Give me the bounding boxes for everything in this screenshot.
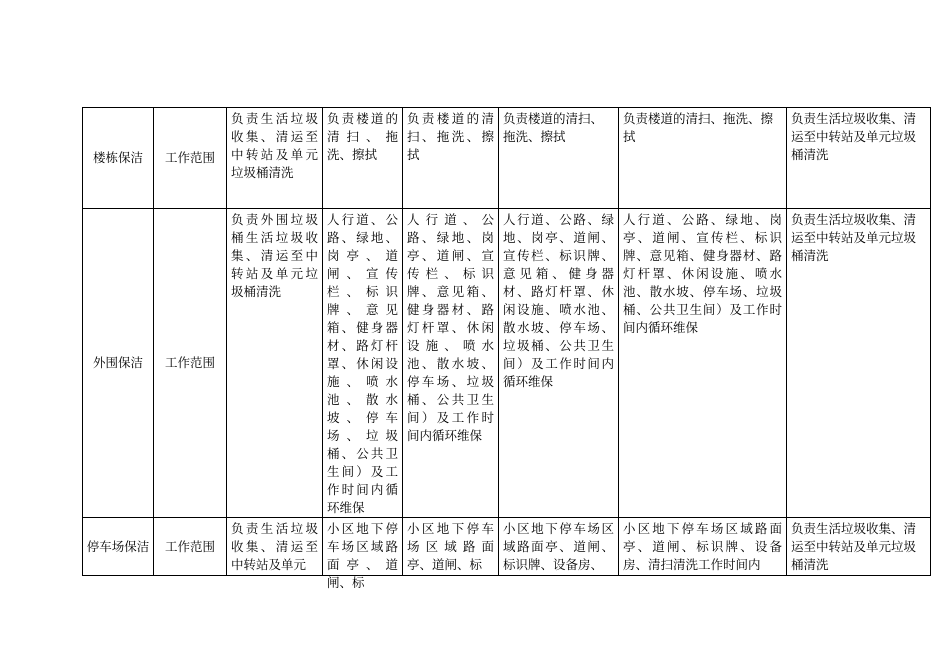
table-cell: 负责生活垃圾收集、清运至中转站及单元垃圾桶清洗 xyxy=(787,108,931,209)
table-cell xyxy=(323,518,403,590)
scope-label: 工作范围 xyxy=(154,108,227,209)
table-cell xyxy=(619,518,787,576)
table-cell: 负责外围垃圾桶生活垃圾收集、清运至中转站及单元垃圾桶清洗 xyxy=(227,209,323,518)
table-cell: 负责楼道的清扫、拖洗、擦拭 xyxy=(323,108,403,209)
table-cell: 人行道、公路、绿地、岗亭、道闸、宣传栏、标识牌、意见箱、健身器材、路灯杆罩、休闲设施、喷水池、散水坡、停车场、垃圾桶、公共卫生间）及工作时间内循环维保 xyxy=(619,209,787,518)
cell-text: 小区地下停车场区域路面亭、道闸、标识牌、设备房、 xyxy=(503,521,614,572)
table-cell: 负责楼道的清扫、拖洗、擦拭 xyxy=(619,108,787,209)
cell-text: 小区地下停车场区域路面亭、道闸、标 xyxy=(407,521,494,572)
table-cell: 人行道、公路、绿地、岗亭、道闸、宣传栏、标识牌、意见箱、健身器材、路灯杆罩、休闲设施、喷水池、散水坡、停车场、垃圾桶、公共卫生间）及工作时间内循环维保 xyxy=(499,209,619,518)
table-cell xyxy=(227,518,323,576)
cell-text: 负责生活垃圾收集、清运至中转站及单元 xyxy=(231,521,318,572)
row-label: 楼栋保洁 xyxy=(83,108,154,209)
table-cell xyxy=(787,518,931,576)
table-row xyxy=(83,209,931,518)
table-cell: 负责生活垃圾收集、清运至中转站及单元垃圾桶清洗 xyxy=(227,108,323,209)
row-label: 停车场保洁 xyxy=(83,518,154,576)
table-cell: 人行道、公路、绿地、岗亭、道闸、宣传栏、标识牌、意见箱、健身器材、路灯杆罩、休闲设施、喷水池、散水坡、停车场、垃圾桶、公共卫生间）及工作时间内循环维保 xyxy=(403,209,499,518)
table-row xyxy=(83,518,931,576)
scope-label: 工作范围 xyxy=(154,518,227,576)
table-cell: 人行道、公路、绿地、岗亭、道闸、宣传栏、标识牌、意见箱、健身器材、路灯杆罩、休闲设施、喷水池、散水坡、停车场、垃圾桶、公共卫生间）及工作时间内循环维保 xyxy=(323,209,403,518)
table-cell xyxy=(499,518,619,576)
cell-text: 负责生活垃圾收集、清运至中转站及单元垃圾桶清洗 xyxy=(791,521,917,572)
table-cell xyxy=(403,518,499,576)
table-cell: 负责楼道的清扫、拖洗、擦拭 xyxy=(499,108,619,209)
cell-text: 小区地下停车场区域路面亭、道闸、标识牌、设备房、清扫清洗工作时间内 xyxy=(623,521,782,572)
cleaning-scope-table xyxy=(82,107,931,590)
table-row xyxy=(83,108,931,209)
cell-text: 小区地下停车场区域路面亭、道闸、标 xyxy=(327,521,398,590)
row-label: 外围保洁 xyxy=(83,209,154,518)
scope-label: 工作范围 xyxy=(154,209,227,518)
table-cell: 负责楼道的清扫、拖洗、擦拭 xyxy=(403,108,499,209)
table-cell: 负责生活垃圾收集、清运至中转站及单元垃圾桶清洗 xyxy=(787,209,931,518)
